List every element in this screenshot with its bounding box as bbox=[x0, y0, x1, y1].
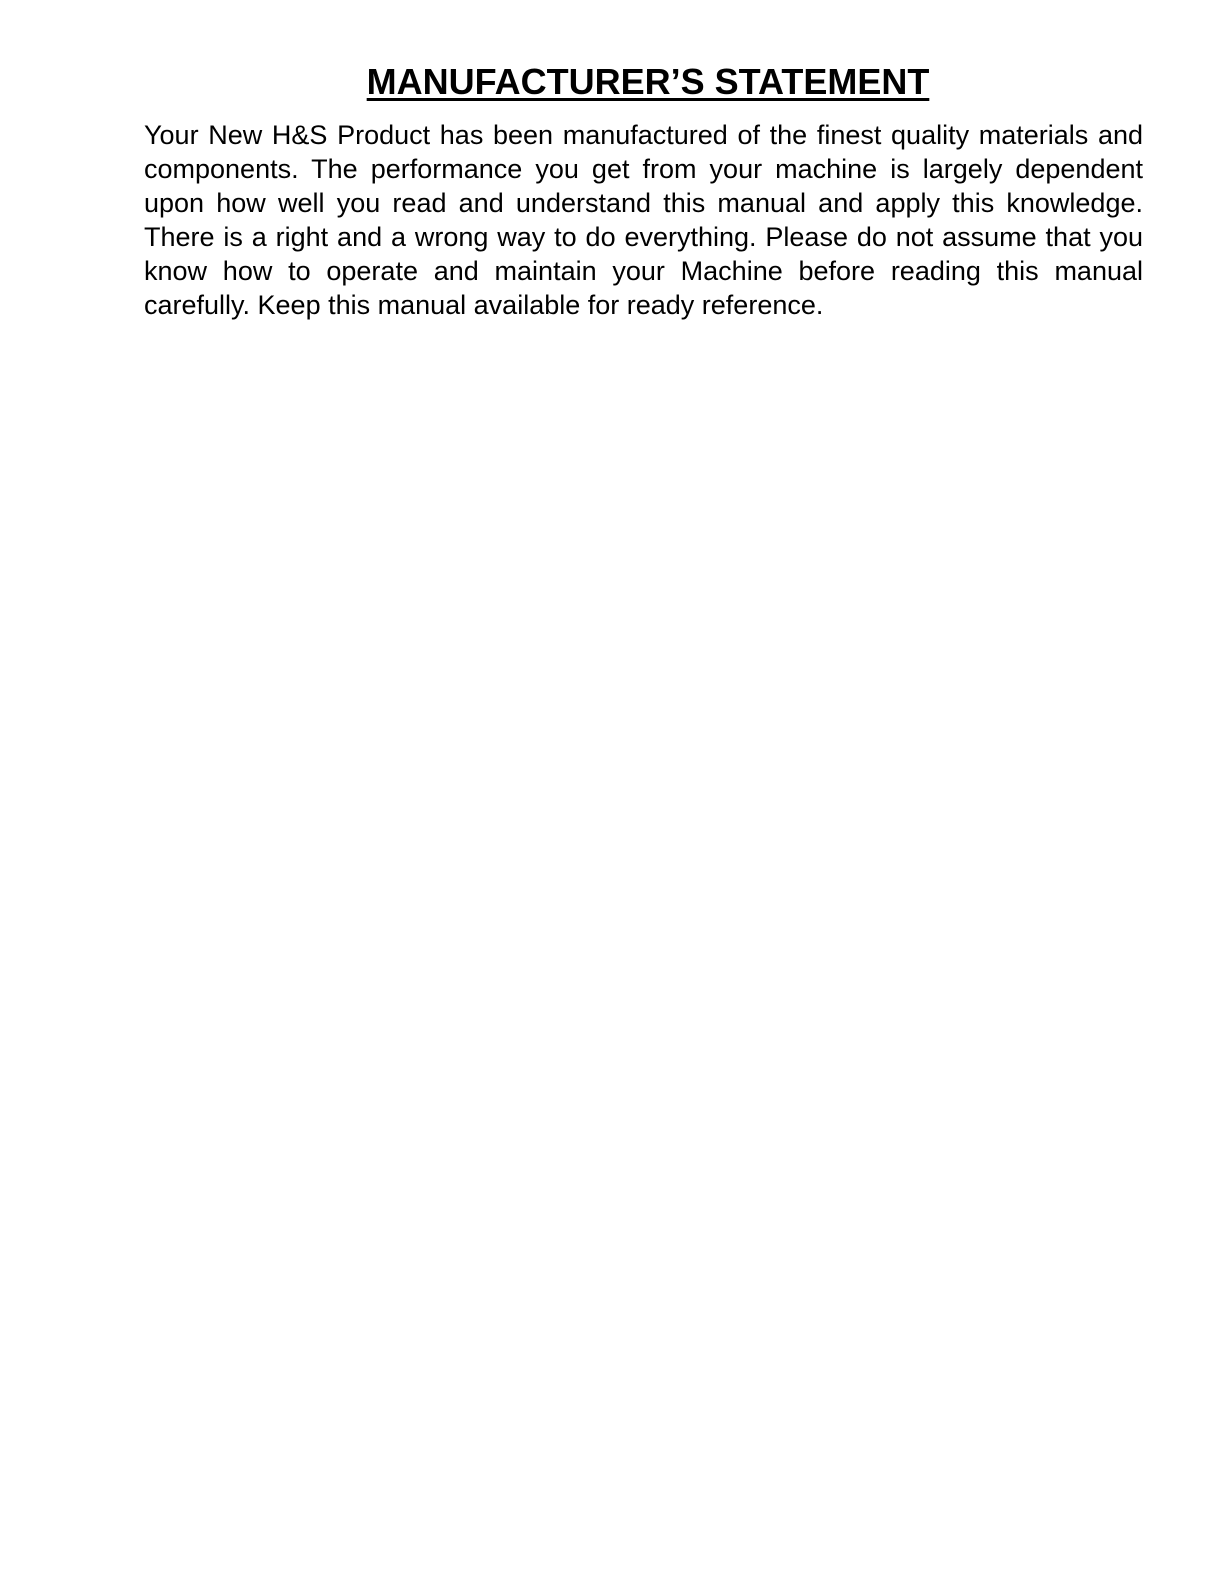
statement-paragraph: Your New H&S Product has been manufactured of the finest quality materials and components. The performance you get from your machine is largely dependent upon how well you read and understand this manual and apply this knowledge. There is a right and a wrong way to do everything. Please do not assume that you know how to operate and maintain your Machine before reading this manual carefully. Keep this manual available for ready reference. bbox=[144, 120, 1143, 320]
page-title-text: MANUFACTURER’S STATEMENT bbox=[366, 61, 930, 102]
page-title bbox=[0, 58, 1224, 106]
